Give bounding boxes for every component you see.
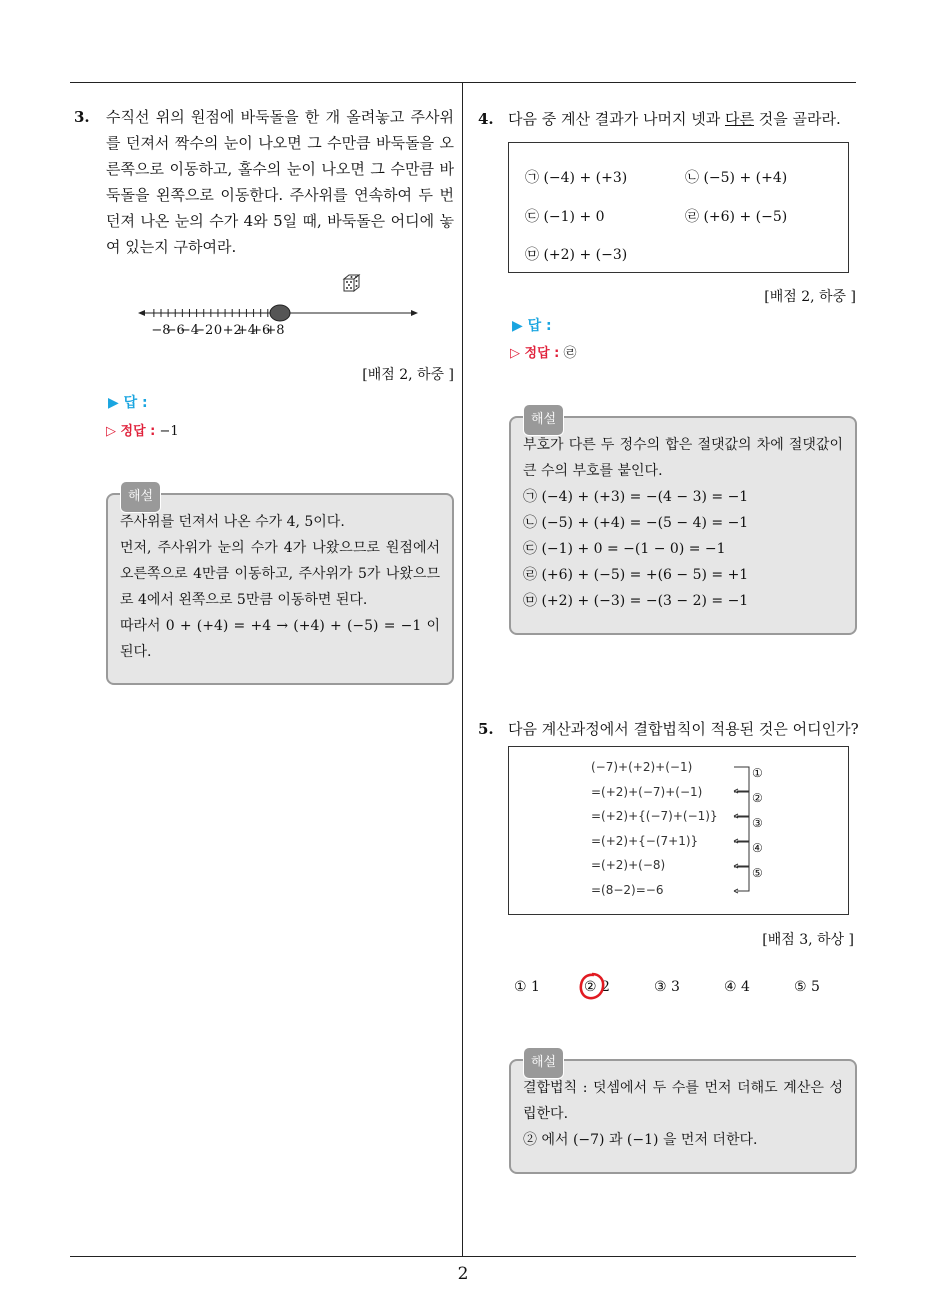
question-4-explanation <box>509 412 857 635</box>
correct-label: ▷ 정답 : <box>510 346 560 361</box>
question-4-correct <box>510 342 577 361</box>
number-line <box>138 300 418 340</box>
correct-value: ㉣ <box>563 346 577 361</box>
tick-label: +8 <box>265 323 285 338</box>
tick-label: 0 <box>213 323 223 338</box>
calc-line: (−7)+(+2)+(−1) <box>591 760 693 774</box>
explanation-line: ㉤ (+2) + (−3) = −(3 − 2) = −1 <box>523 593 749 609</box>
tick-label: −8 <box>151 323 171 338</box>
choice-2[interactable]: ② 2 <box>584 979 610 995</box>
choice-5[interactable]: ⑤ 5 <box>794 979 820 995</box>
top-rule <box>70 82 856 83</box>
question-4-text: 다음 중 계산 결과가 나머지 넷과 다른 것을 골라라. <box>508 110 841 128</box>
option-e: ㉤ (+2) + (−3) <box>525 247 628 263</box>
choice-3[interactable]: ③ 3 <box>654 979 680 995</box>
calculation-lines <box>591 755 718 903</box>
column-divider <box>462 82 463 1257</box>
explanation-line: 부호가 다른 두 정수의 합은 절댓값의 차에 절댓값이 큰 수의 부호를 붙인다. <box>523 437 843 479</box>
dice-icon <box>342 273 362 293</box>
option-b: ㉡ (−5) + (+4) <box>685 170 788 186</box>
question-3-explanation <box>106 489 454 685</box>
calc-line: =(+2)+(−8) <box>591 858 666 873</box>
calculation-box <box>508 746 849 915</box>
tick-label: −4 <box>179 323 200 338</box>
option-d: ㉣ (+6) + (−5) <box>685 209 788 225</box>
explanation-line: ㉡ (−5) + (+4) = −(5 − 4) = −1 <box>523 515 749 531</box>
tick-label: +6 <box>251 323 271 338</box>
explanation-line: ② 에서 (−7) 과 (−1) 을 먼저 더한다. <box>523 1132 758 1148</box>
question-4-answer-label: ▶ 답 : <box>512 318 552 334</box>
tick-label: +4 <box>236 323 257 338</box>
explanation-tag: 해설 <box>120 481 161 513</box>
question-4-options-box <box>508 142 849 273</box>
explanation-line: 따라서 0 + (+4) = +4 → (+4) + (−5) = −1 이 된다. <box>120 618 440 660</box>
explanation-line: 먼저, 주사위가 눈의 수가 4가 나왔으므로 원점에서 오른쪽으로 4만큼 이동하고, 주사위가 5가 나왔으므로 4에서 왼쪽으로 5만큼 이동하면 된다. <box>120 540 440 608</box>
option-c: ㉢ (−1) + 0 <box>525 209 605 225</box>
question-3-text: 수직선 위의 원점에 바둑돌을 한 개 올려놓고 주사위를 던져서 짝수의 눈이 나오면 그 수만큼 바둑돌을 오른쪽으로 이동하고, 홀수의 눈이 나오면 그 수만큼 바둑돌을 왼쪽으로 이동한다. 주사위를 연속하여 두 번 던져 나온 눈의 수가 4와 5일 때, 바둑돌은 어디에 놓여 있는지 구하여라. <box>106 108 454 256</box>
step-brackets <box>731 755 771 905</box>
option-a: ㉠ (−4) + (+3) <box>525 170 628 186</box>
question-5-number: 5. <box>478 720 494 738</box>
explanation-line: ㉢ (−1) + 0 = −(1 − 0) = −1 <box>523 541 726 557</box>
question-3-number: 3. <box>74 108 90 126</box>
go-stone <box>270 305 290 321</box>
calc-line: =(+2)+{−(7+1)} <box>591 833 699 848</box>
question-5-explanation <box>509 1055 857 1174</box>
page-number: 2 <box>457 1264 469 1284</box>
explanation-line: 주사위를 던져서 나온 수가 4, 5이다. <box>120 514 345 530</box>
choice-1[interactable]: ① 1 <box>514 979 540 995</box>
correct-label: ▷ 정답 : <box>106 424 156 439</box>
question-4-number: 4. <box>478 110 494 128</box>
question-4-score: [배점 2, 하중 ] <box>764 289 856 305</box>
answer-circle-mark <box>578 971 606 1001</box>
tick-label: −6 <box>165 323 185 338</box>
question-3-correct <box>106 420 179 439</box>
question-5-score: [배점 3, 하상 ] <box>762 932 854 948</box>
choice-4[interactable]: ④ 4 <box>724 979 750 995</box>
correct-value: −1 <box>159 424 179 439</box>
calc-line: =(+2)+{(−7)+(−1)} <box>591 809 718 824</box>
explanation-tag: 해설 <box>523 404 564 436</box>
explanation-line: ㉠ (−4) + (+3) = −(4 − 3) = −1 <box>523 489 749 505</box>
explanation-tag: 해설 <box>523 1047 564 1079</box>
step-marks: ① ② ③ ④ ⑤ <box>752 766 763 880</box>
calc-line: =(8−2)=−6 <box>591 882 664 897</box>
bottom-rule <box>70 1256 856 1257</box>
question-5-text: 다음 계산과정에서 결합법칙이 적용된 것은 어디인가? <box>508 720 859 738</box>
tick-label: +2 <box>222 323 242 338</box>
question-3-answer-label: ▶ 답 : <box>108 395 148 411</box>
explanation-line: 결합법칙 : 덧셈에서 두 수를 먼저 더해도 계산은 성립한다. <box>523 1080 843 1122</box>
question-3-score: [배점 2, 하중 ] <box>362 367 454 383</box>
calc-line: =(+2)+(−7)+(−1) <box>591 784 703 799</box>
explanation-line: ㉣ (+6) + (−5) = +(6 − 5) = +1 <box>523 567 749 583</box>
tick-label: −2 <box>194 323 214 338</box>
